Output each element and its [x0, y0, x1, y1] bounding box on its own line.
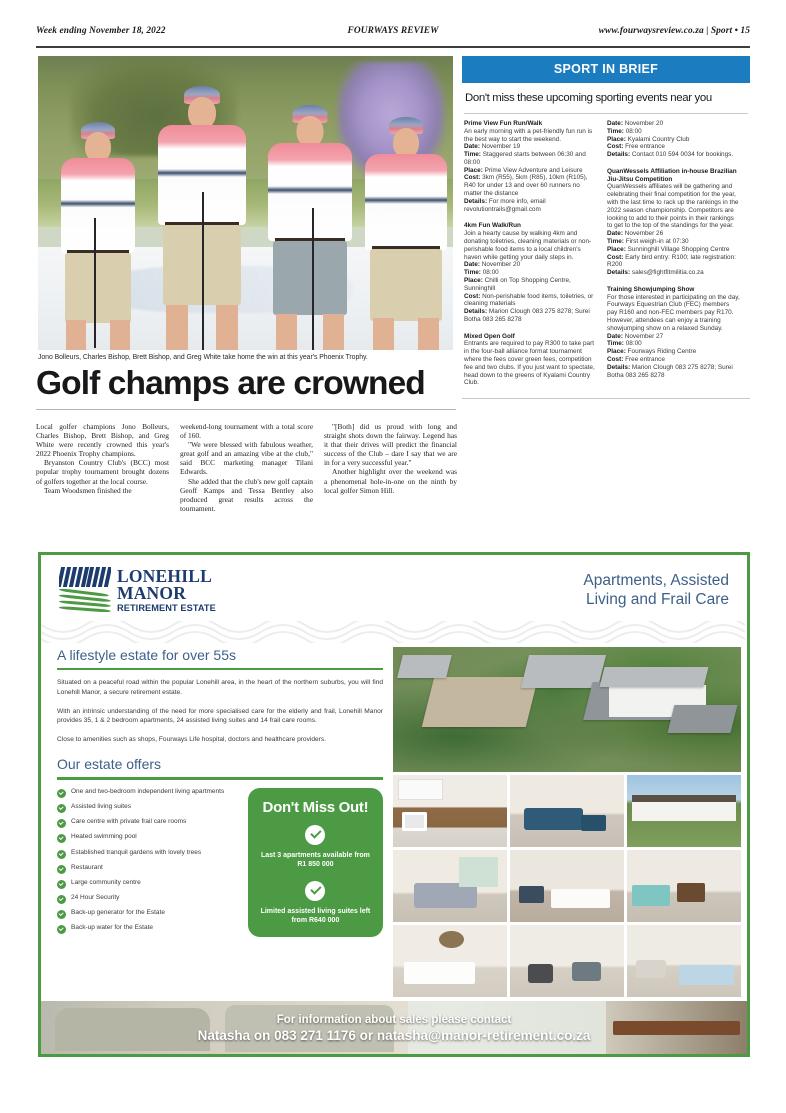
sport-event-field-label: Place:: [607, 348, 628, 356]
sport-event-field-label: Time:: [607, 340, 626, 348]
assisted-suite-photo: [627, 850, 741, 922]
check-circle-icon: [57, 804, 66, 813]
estate-offers-list: [57, 788, 240, 940]
aerial-estate-photo: [393, 647, 741, 772]
sport-event-description: Join a hearty cause by walking 4km and donating toiletries, cleaning materials or non-perishable food items to a local children's haven while getting your daily steps in.: [464, 230, 592, 261]
sport-event-field: Time: First weigh-in at 07:30: [607, 237, 689, 245]
sport-in-brief-left-column: [464, 120, 597, 396]
advert-paragraph: Situated on a peaceful road within the popular Lonehill area, in the heart of the northern suburbs, you will find Lonehill Manor, a secure retirement estate.: [57, 679, 383, 696]
frail-care-photo: [627, 925, 741, 997]
article-paragraph: weekend-long tournament with a total score of 160.: [180, 422, 313, 441]
article-paragraph: "We were blessed with fabulous weather, great golf and an amazing vibe at the club," said BCC marketing manager Tilani Edwards.: [180, 440, 313, 477]
estate-offer-label: Back-up generator for the Estate: [71, 909, 165, 917]
sport-event-description: Entrants are required to pay R300 to take part in the four-ball alliance format tournament where the fees cover green fees, competition fee and two clubs. If you just want to spectate, head down to the greens of Kyalami Country Club.: [464, 340, 595, 387]
sport-event-item: [607, 286, 740, 379]
divider: [57, 777, 383, 779]
dont-miss-out-title: Don't Miss Out!: [262, 798, 369, 816]
article-paragraph: Team Woodsmen finished the: [44, 485, 132, 495]
sport-event-title: 4km Fun Walk/Run: [464, 222, 521, 230]
advert-section-1-title: A lifestyle estate for over 55s: [57, 647, 236, 663]
check-circle-icon: [57, 789, 66, 798]
estate-offer-label: Restaurant: [71, 863, 103, 871]
estate-offer-label: 24 Hour Security: [71, 894, 120, 902]
advert-tagline-line-2: Living and Frail Care: [585, 591, 729, 608]
masthead-website-section: www.fourwaysreview.co.za | Sport • 15: [598, 26, 750, 36]
masthead-date: Week ending November 18, 2022: [36, 26, 166, 36]
check-circle-icon: [57, 819, 66, 828]
check-circle-icon: [57, 834, 66, 843]
sport-event-field-label: Place:: [464, 166, 485, 174]
dont-miss-out-item-1: Last 3 apartments available from R1 850 000: [260, 851, 370, 869]
sport-event-field-label: Cost:: [607, 253, 626, 261]
common-room-photo: [510, 925, 624, 997]
advert-paragraph: Close to amenities such as shops, Fourways Life hospital, doctors and healthcare providers.: [57, 735, 327, 743]
check-circle-icon: [305, 881, 325, 901]
sport-event-field-label: Date:: [607, 230, 625, 238]
sport-event-item: [464, 222, 597, 323]
sport-event-field: Details: sales@fightfitmilitia.co.za: [607, 269, 704, 277]
golfer-figure: [266, 88, 354, 350]
check-circle-icon: [57, 880, 66, 889]
sport-event-field: Time: 08:00: [607, 340, 642, 348]
sport-event-field: Cost: Non-perishable food items, toiletries, or cleaning materials: [464, 292, 594, 308]
advert-left-panel: [41, 647, 393, 997]
sport-event-field: Details: For more info, email revolutiontrails@gmail.com: [464, 197, 546, 213]
sport-event-description: QuanWessels affiliates will be gathering and celebrating their final competition for the year, with the last time to rack up the rankings in the 2022 season championship. Competitors are looking to add to their points in their rankings to get to the top of the standings for the year.: [607, 183, 739, 230]
check-circle-icon: [57, 865, 66, 874]
estate-offer-label: Established tranquil gardens with lovely trees: [71, 848, 202, 856]
sport-in-brief-header: SPORT IN BRIEF: [462, 56, 750, 83]
sport-event-field-label: Details:: [464, 197, 489, 205]
sport-event-field: Details: Marion Clough 083 275 8278; Surei Botha 083 265 8278: [607, 363, 733, 379]
sport-event-field-label: Date:: [607, 120, 625, 127]
sport-event-field: Cost: Free entrance: [607, 143, 665, 151]
sport-event-field: Details: Contact 010 594 0034 for bookings.: [607, 151, 734, 159]
advert-paragraph: With an intrinsic understanding of the need for more specialised care for the elderly and frail, Lonehill Manor provides 35, 1 & 2 bedroom apartments, 24 assisted living suites and 14 frail care rooms.: [57, 707, 383, 725]
sport-event-field-label: Cost:: [464, 174, 483, 182]
estate-logo-icon: [59, 567, 111, 613]
sport-in-brief-box: [462, 56, 750, 399]
check-circle-icon: [57, 895, 66, 904]
estate-offer-label: Care centre with private frail care rooms: [71, 818, 187, 826]
sport-event-field: Place: Prime View Adventure and Leisure: [464, 166, 583, 174]
estate-offer-item: [57, 864, 240, 874]
lounge-photo: [510, 775, 624, 847]
article-paragraph: "[Both] did us proud with long and straight shots down the fairway. Legend has it that their drives will predict the financial success of the Club – dare I say that we are in for a very successful year.": [324, 422, 457, 468]
divider: [462, 398, 750, 399]
article-paragraph: Another highlight over the weekend was a phenomenal hole-in-one on the ninth by local golfer Simon Hill.: [324, 467, 457, 495]
sport-event-field-label: Time:: [464, 269, 483, 277]
sport-event-field-label: Date:: [607, 332, 625, 340]
sport-event-field-label: Place:: [607, 245, 628, 253]
advert-photo-grid: [393, 647, 745, 997]
sport-event-title: QuanWessels Affiliation in-house Brazilian Jiu-Jitsu Competition: [607, 167, 737, 183]
logo-line-3: RETIREMENT ESTATE: [117, 602, 216, 613]
divider: [464, 113, 748, 114]
golfer-figure: [156, 80, 248, 350]
sport-event-field: Date: November 19: [464, 143, 521, 151]
sport-event-field-label: Details:: [464, 308, 489, 316]
sport-event-field: Place: Chilli on Top Shopping Centre, Sunninghill: [464, 276, 571, 292]
sport-event-item: [607, 168, 740, 277]
sport-event-field: Place: Kyalami Country Club: [607, 135, 690, 143]
article-body: [36, 422, 458, 513]
golfer-figure: [58, 100, 138, 350]
article-column-3: [324, 422, 457, 513]
dont-miss-out-box: [248, 788, 383, 938]
article-paragraph: Local golfer champions Jono Bolleurs, Charles Bishop, Brett Bishop, and Greg White were recently crowned this year's 2022 Phoenix Trophy champions.: [36, 422, 169, 459]
estate-offer-item: [57, 849, 240, 859]
sport-event-field: Details: Marion Clough 083 275 8278; Surei Botha 083 265 8278: [464, 308, 590, 323]
sport-in-brief-right-column: [607, 120, 740, 396]
sport-event-title: Prime View Fun Run/Walk: [464, 120, 543, 127]
check-circle-icon: [57, 850, 66, 859]
article-paragraph: Bryanston Country Club's (BCC) most popular trophy tournament brought dozens of golfers together at the local course.: [36, 458, 169, 486]
sport-event-description: An early morning with a pet-friendly fun run is the best way to start the weekend.: [464, 127, 593, 143]
sport-event-field-label: Cost:: [607, 356, 626, 364]
logo-line-2: MANOR: [117, 582, 187, 603]
sport-event-field-label: Time:: [464, 151, 483, 159]
advert-contact-banner: [41, 1001, 747, 1054]
check-circle-icon: [57, 910, 66, 919]
estate-offer-label: Heated swimming pool: [71, 833, 137, 841]
contact-line-1: For information about sales please contact: [276, 1013, 512, 1026]
sport-event-field-label: Details:: [607, 269, 632, 277]
bedroom-photo: [393, 850, 507, 922]
sport-event-field: Date: November 27: [607, 332, 664, 340]
sport-event-field: Cost: Early bird entry: R100; late registration: R200: [607, 253, 736, 269]
contact-line-2: Natasha on 083 271 1176 or natasha@manor-retirement.co.za: [197, 1027, 591, 1043]
sport-event-field: Date: November 26: [607, 230, 664, 238]
sport-event-description: For those interested in participating on the day, Fourways Equestrian Club (FEC) members pay R160 and non-FEC members pay R170. However, attendees can enjoy a training showjumping show on a relaxed Sunday.: [607, 293, 740, 332]
advert-header: [41, 555, 747, 643]
sport-event-field-label: Date:: [464, 261, 482, 269]
sport-event-field: Place: Sunninghill Village Shopping Centre: [607, 245, 730, 253]
estate-offer-label: Large community centre: [71, 878, 141, 886]
estate-offer-item: [57, 803, 240, 813]
sport-event-field-label: Place:: [464, 276, 485, 284]
divider: [57, 668, 383, 670]
kitchen-photo: [393, 775, 507, 847]
article-column-2: [180, 422, 313, 513]
exterior-photo: [627, 775, 741, 847]
sport-in-brief-subheader: Don't miss these upcoming sporting events near you: [465, 92, 712, 104]
dining-room-photo: [393, 925, 507, 997]
article-column-1: [36, 422, 169, 513]
dining-area-photo: [510, 850, 624, 922]
lonehill-manor-advert: [38, 552, 750, 1057]
estate-offer-item: [57, 924, 240, 934]
estate-offer-label: Assisted living suites: [71, 802, 131, 810]
golfer-figure: [363, 94, 449, 350]
sport-event-item: [607, 120, 740, 159]
sport-event-title: Mixed Open Golf: [464, 332, 515, 340]
check-circle-icon: [305, 825, 325, 845]
advert-section-2-title: Our estate offers: [57, 756, 162, 773]
page-headline: Golf champs are crowned: [36, 365, 425, 402]
sport-event-field-label: Time:: [607, 127, 626, 135]
lonehill-manor-logo: [59, 567, 216, 613]
sport-event-field-label: Details:: [607, 151, 632, 159]
masthead: [36, 26, 750, 48]
sport-event-field-label: Cost:: [607, 143, 626, 151]
sport-event-item: [464, 333, 597, 387]
sport-event-field-label: Cost:: [464, 292, 483, 300]
sport-event-field: Cost: Free entrance: [607, 356, 665, 364]
advert-tagline: [583, 571, 729, 609]
estate-offer-item: [57, 909, 240, 919]
logo-line-1: LONEHILL: [117, 566, 212, 586]
sport-event-field: Time: 08:00: [607, 127, 642, 135]
decorative-wave-pattern: [41, 621, 747, 643]
sport-event-field: Time: 08:00: [464, 269, 499, 277]
dont-miss-out-item-2: Limited assisted living suites left from R640 000: [260, 907, 371, 924]
estate-offer-item: [57, 788, 240, 798]
sport-event-field-label: Date:: [464, 143, 482, 151]
article-paragraph: She added that the club's new golf captain Geoff Kamps and Tessa Bentley also produced great results across the tournament.: [180, 476, 313, 513]
golf-team-photo: [38, 56, 453, 350]
photo-caption: Jono Bolleurs, Charles Bishop, Brett Bishop, and Greg White take home the win at this year's Phoenix Trophy.: [38, 354, 368, 361]
headline-rule: [36, 409, 456, 410]
sport-event-field: Place: Fourways Riding Centre: [607, 348, 697, 356]
estate-offer-item: [57, 833, 240, 843]
sport-event-field: Cost: 3km (R55), 5km (R85), 10km (R105), R40 for under 13 and over 60 runners no matter the distance: [464, 174, 588, 198]
estate-offer-label: Back-up water for the Estate: [71, 924, 154, 932]
estate-offer-item: [57, 818, 240, 828]
sport-event-field: Date: November 20: [607, 120, 664, 127]
sport-event-field-label: Time:: [607, 237, 626, 245]
sport-event-item: [464, 120, 597, 213]
estate-offer-item: [57, 879, 240, 889]
sport-event-field: Time: Staggered starts between 06:30 and 08:00: [464, 151, 586, 166]
check-circle-icon: [57, 925, 66, 934]
sport-event-field: Date: November 20: [464, 261, 521, 269]
estate-offer-label: One and two-bedroom independent living apartments: [71, 787, 225, 795]
sport-event-title: Training Showjumping Show: [607, 285, 695, 293]
sport-event-field-label: Details:: [607, 363, 632, 371]
masthead-publication: FOURWAYS REVIEW: [347, 26, 439, 36]
sport-event-field-label: Place:: [607, 135, 628, 143]
estate-offer-item: [57, 894, 240, 904]
advert-tagline-line-1: Apartments, Assisted: [583, 572, 729, 589]
